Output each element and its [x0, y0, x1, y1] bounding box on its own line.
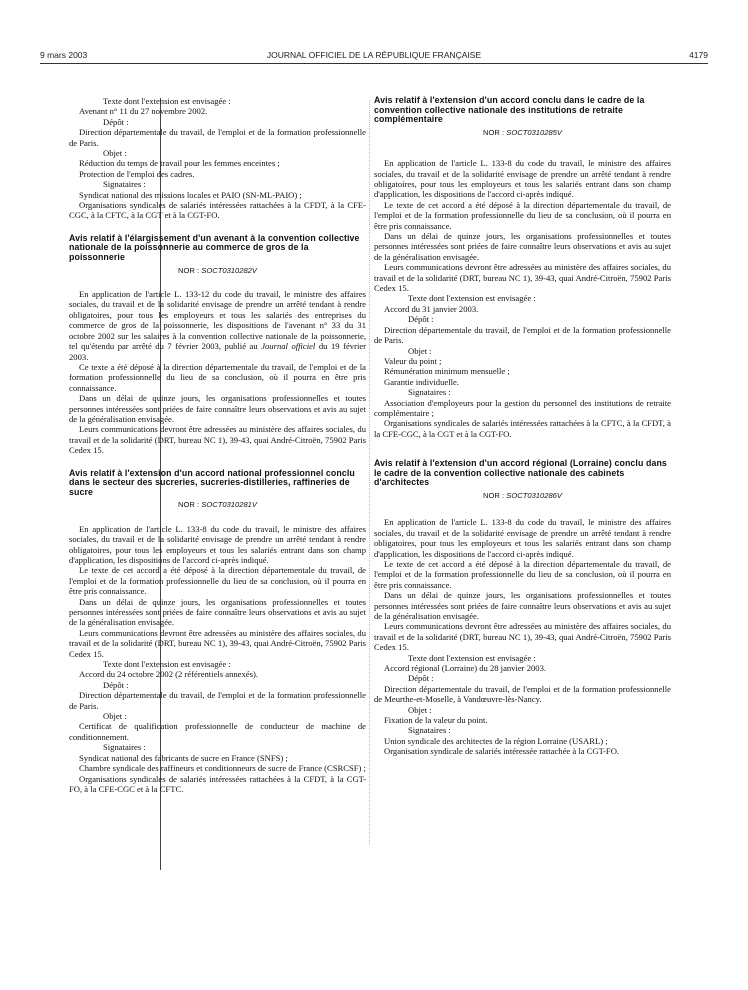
notice-continuation: [69, 96, 366, 221]
texte-label: Texte dont l'extension est envisagée :: [103, 659, 231, 670]
objet-label: Objet :: [408, 704, 432, 715]
accord-ref: Accord régional (Lorraine) du 28 janvier 2003.: [384, 663, 547, 674]
header-journal-title: JOURNAL OFFICIEL DE LA RÉPUBLIQUE FRANÇAISE: [266, 50, 482, 60]
paragraph: Ce texte a été déposé à la direction départementale du travail, de l'emploi et de la formation professionnelle du lieu de sa conclusion, où il pourra en être pris connaissance.: [69, 361, 366, 393]
objet-item: Certificat de qualification professionnelle de conducteur de machine de conditionnement.: [69, 721, 366, 742]
notice-title: Avis relatif à l'élargissement d'un avenant à la convention collective nationale de la poissonnerie au commerce de gros de la poissonnerie: [69, 232, 360, 263]
header-page-number: 4179: [689, 50, 708, 60]
avenant-ref: Avenant n° 11 du 27 novembre 2002.: [79, 106, 208, 117]
signataire-item: Union syndicale des architectes de la région Lorraine (USARL) ;: [384, 735, 608, 746]
paragraph: Dans un délai de quinze jours, les organisations professionnelles et toutes personnes intéressées sont priées de faire connaître leurs observations et avis au sujet de la généralisation envisagée.: [69, 393, 366, 424]
signataire-item: Syndicat national des fabricants de sucre en France (SNFS) ;: [79, 752, 288, 763]
texte-label: Texte dont l'extension est envisagée :: [408, 652, 536, 663]
accord-ref: Accord du 31 janvier 2003.: [384, 303, 479, 314]
depot-label: Dépôt :: [408, 673, 434, 684]
paragraph: Leurs communications devront être adressées au ministère des affaires sociales, du travail et de la solidarité (DRT, bureau NC 1), 39-43, quai André-Citroën, 75902 Paris Cedex 15.: [69, 627, 366, 659]
paragraph: En application de l'article L. 133-8 du code du travail, le ministre des affaires sociales, du travail et de la solidarité envisage de prendre un arrêté tendant à rendre obligatoires, pour tous les employeurs et tous les salariés entrant dans son champ d'application, les dispositions de l'accord ci-après indiqué.: [374, 158, 671, 200]
header-rule: [40, 63, 708, 64]
notice-title: Avis relatif à l'extension d'un accord national professionnel conclu dans le secteur des sucreries, sucreries-distilleries, raffineries de sucre: [69, 467, 355, 497]
depot-label: Dépôt :: [103, 679, 129, 690]
notice-title: Avis relatif à l'extension d'un accord conclu dans le cadre de la convention collective nationale des institutions de retraite complémentaire: [374, 95, 645, 125]
nor-reference: [374, 491, 671, 501]
signataire-item: Chambre syndicale des raffineurs et conditionneurs de sucre de France (CSRCSF) ;: [79, 763, 366, 774]
nor-reference: [69, 266, 366, 276]
journal-officiel-ref: Journal officiel: [261, 341, 316, 352]
paragraph: Le texte de cet accord a été déposé à la direction départementale du travail, de l'emploi et de la formation professionnelle du lieu de sa conclusion, où il pourra en être pris connaissance.: [374, 558, 671, 590]
notice-cabinets-architectes: [374, 459, 671, 757]
notice-title: Avis relatif à l'extension d'un accord régional (Lorraine) conclu dans le cadre de la convention collective nationale des cabinets d'architectes: [374, 458, 667, 488]
left-column: [69, 96, 366, 794]
objet-item: Garantie individuelle.: [384, 376, 459, 387]
objet-item: Rémunération minimum mensuelle ;: [384, 366, 510, 377]
paragraph: Leurs communications devront être adressées au ministère des affaires sociales, du travail et de la solidarité (DRT, bureau NC 1), 39-43, quai André-Citroën, 75902 Paris Cedex 15.: [69, 424, 366, 456]
nor-label: NOR :: [178, 500, 200, 510]
signataires-label: Signataires :: [103, 179, 146, 190]
signataire-item: Organisations syndicales de salariés intéressées rattachées à la CFDT, à la CFE-CGC, à la CFTC, à la CGT et à la CGT-FO.: [69, 200, 366, 221]
nor-code: SOCT0310286V: [506, 490, 562, 500]
column-separator: [369, 100, 370, 845]
paragraph: Leurs communications devront être adressées au ministère des affaires sociales, du travail et de la solidarité (DRT, bureau NC 1), 39-43, quai André-Citroën, 75902 Paris Cedex 15.: [374, 262, 671, 294]
nor-label: NOR :: [483, 127, 505, 137]
signataire-item: Organisation syndicale de salariés intéressée rattachée à la CGT-FO.: [384, 746, 620, 757]
depot-label: Dépôt :: [103, 116, 129, 127]
notice-sucreries: [69, 469, 366, 795]
nor-reference: [374, 128, 671, 138]
objet-label: Objet :: [408, 345, 432, 356]
objet-label: Objet :: [103, 711, 127, 722]
objet-item: Protection de l'emploi des cadres.: [79, 168, 195, 179]
accord-ref: Accord du 24 octobre 2002 (2 référentiels annexés).: [79, 669, 258, 680]
texte-label: Texte dont l'extension est envisagée :: [103, 96, 231, 106]
nor-code: SOCT0310285V: [506, 127, 562, 137]
nor-reference: [69, 500, 366, 510]
notice-poissonnerie: [69, 234, 366, 456]
paragraph: Dans un délai de quinze jours, les organisations professionnelles et toutes personnes intéressées sont priées de faire connaître leurs observations et avis au sujet de la généralisation envisagée.: [374, 590, 671, 621]
right-column: [374, 96, 671, 757]
paragraph-text-end: du 19 février 2003.: [69, 341, 367, 362]
depot-text: Direction départementale du travail, de l'emploi et de la formation professionnelle de Paris.: [69, 690, 366, 711]
objet-item: Fixation de la valeur du point.: [384, 715, 488, 726]
signataires-label: Signataires :: [103, 742, 146, 753]
notice-retraite-complementaire: [374, 96, 671, 439]
paragraph: [69, 289, 366, 362]
depot-text: Direction départementale du travail, de l'emploi et de la formation professionnelle de Paris.: [69, 127, 366, 148]
nor-label: NOR :: [178, 265, 200, 275]
depot-text: Direction départementale du travail, de l'emploi et de la formation professionnelle de Meurthe-et-Moselle, à Vandœuvre-lès-Nancy.: [374, 683, 671, 705]
paragraph: Dans un délai de quinze jours, les organisations professionnelles et toutes personnes intéressées sont priées de faire connaître leurs observations et avis au sujet de la généralisation envisagée.: [374, 231, 671, 262]
objet-label: Objet :: [103, 148, 127, 159]
nor-code: SOCT0310282V: [201, 265, 257, 275]
texte-label: Texte dont l'extension est envisagée :: [408, 293, 536, 304]
objet-item: Valeur du point ;: [384, 355, 442, 366]
paragraph: Le texte de cet accord a été déposé à la direction départementale du travail, de l'emploi et de la formation professionnelle du lieu de sa conclusion, où il pourra en être pris connaissance.: [69, 565, 366, 597]
paragraph: En application de l'article L. 133-8 du code du travail, le ministre des affaires sociales, du travail et de la solidarité envisage de prendre un arrêté tendant à rendre obligatoires, pour tous les employeurs et tous les salariés entrant dans son champ d'application, les dispositions de l'accord ci-après indiqué.: [374, 517, 671, 559]
signataire-item: Organisations syndicales de salariés intéressées rattachées à la CFDT, à la CGT-FO, à la CFE-CGC et à la CFTC.: [69, 773, 366, 794]
nor-label: NOR :: [483, 490, 505, 500]
paragraph-text: En application de l'article L. 133-12 du code du travail, le ministre des affaires sociales, du travail et de la solidarité envisage de prendre un arrêté tendant à rendre obligatoires, pour tous les employeurs et tous les salariés des entreprises du commerce de gros de la poissonnerie, les dispositions de l'avenant n° 33 du 31 octobre 2002 sur les salaires à la convention collective nationale de la poissonnerie, tel qu'étendu par arrêté du 7 février 2003, publié au: [69, 289, 366, 352]
signataires-label: Signataires :: [408, 387, 451, 398]
paragraph: Dans un délai de quinze jours, les organisations professionnelles et toutes personnes intéressées sont priées de faire connaître leurs observations et avis au sujet de la généralisation envisagée.: [69, 596, 366, 628]
header-date: 9 mars 2003: [40, 50, 88, 60]
depot-label: Dépôt :: [408, 314, 434, 325]
nor-code: SOCT0310281V: [201, 500, 257, 510]
signataires-label: Signataires :: [408, 725, 451, 736]
signataire-item: Association d'employeurs pour la gestion du personnel des institutions de retraite complémentaire ;: [374, 397, 671, 418]
depot-text: Direction départementale du travail, de l'emploi et de la formation professionnelle de Paris.: [374, 324, 671, 346]
paragraph: Leurs communications devront être adressées au ministère des affaires sociales, du travail et de la solidarité (DRT, bureau NC 1), 39-43, quai André-Citroën, 75902 Paris Cedex 15.: [374, 621, 671, 653]
objet-item: Réduction du temps de travail pour les femmes enceintes ;: [79, 158, 280, 169]
paragraph: Le texte de cet accord a été déposé à la direction départementale du travail, de l'emploi et de la formation professionnelle du lieu de sa conclusion, où il pourra en être pris connaissance.: [374, 199, 671, 231]
paragraph: En application de l'article L. 133-8 du code du travail, le ministre des affaires sociales, du travail et de la solidarité envisage de prendre un arrêté tendant à rendre obligatoires, pour tous les employeurs et tous les salariés entrant dans son champ d'application, les dispositions de l'accord ci-après indiqué.: [69, 523, 366, 565]
signataire-item: Syndicat national des missions locales et PAIO (SN-ML-PAIO) ;: [79, 189, 302, 200]
signataire-item: Organisations syndicales de salariés intéressées rattachées à la CFTC, à la CFDT, à la CFE-CGC, à la CGT et à la CGT-FO.: [374, 418, 671, 439]
